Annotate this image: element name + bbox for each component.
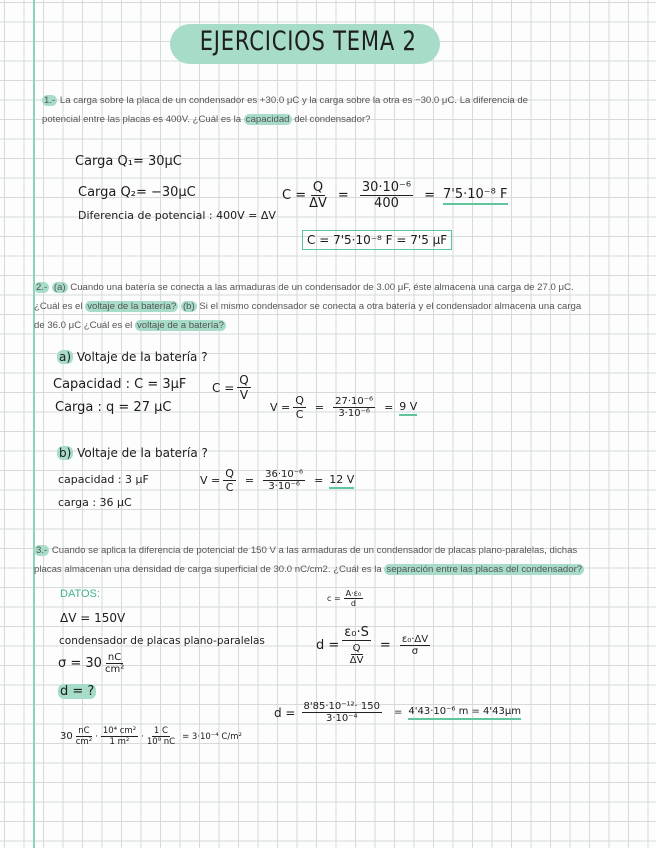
ex2-a-charge: Carga : q = 27 μC [55, 400, 172, 415]
ex2-a-formula-den: C [295, 408, 304, 421]
ex3-conv-b-den: 1 m² [109, 737, 130, 747]
ex2-highlight-a: voltaje de la batería? [87, 301, 177, 312]
ex2-b-tag: (b) [182, 301, 195, 312]
ex2-a-formula-eq: = [314, 401, 325, 414]
ex2-b-capacity: capacidad : 3 μF [58, 473, 149, 486]
ex1-formula-eq: = [337, 188, 349, 203]
ex2-a-relation-num: Q [239, 373, 249, 387]
ex1-data-potential: Diferencia de potencial : 400V = ΔV [78, 209, 276, 222]
ex2-b-formula-eq: = [244, 474, 255, 487]
ex2-a-relation-den: V [239, 388, 249, 402]
ex3-line2-pre: placas almacenan una densidad de carga superficial de 30.0 nC/cm2. ¿Cuál es la [34, 564, 382, 575]
ex1-highlight: capacidad [245, 114, 290, 125]
ex1-data-charge2: Carga Q₂= −30μC [78, 185, 196, 200]
ex3-calc-lhs: d = [274, 705, 296, 720]
ex2-line2-post: Si el mismo condensador se conecta a otra batería y el condensador almacena una carga [199, 301, 582, 312]
ex1-formula-lhs: C = [282, 188, 307, 203]
ex3-d-num: ε₀·S [344, 625, 369, 640]
ex1-formula [282, 180, 508, 211]
ex2-a-relation [212, 373, 254, 402]
ex2-b-heading-text: Voltaje de la batería ? [77, 446, 208, 460]
ex2-b-heading-tag: b) [59, 446, 72, 460]
ex2-b-formula-lhs: V = [200, 474, 221, 487]
ex2-b-heading [57, 446, 208, 460]
ex3-conv-dot2: · [141, 731, 144, 742]
ex3-unit-conversion [60, 726, 242, 747]
ex3-conv-a-den: cm² [75, 737, 93, 747]
ex3-calc-result: 4'43·10⁻⁶ m = 4'43μm [408, 706, 521, 720]
ex2-a-formula-num: Q [295, 394, 304, 407]
ex3-statement [34, 541, 584, 579]
ex3-sigma-den: cm² [104, 664, 125, 675]
ex2-a-heading-tag: a) [59, 350, 72, 364]
ex2-a-heading-text: Voltaje de la batería ? [76, 350, 208, 364]
ex1-boxed-answer: C = 7'5·10⁻⁸ F = 7'5 μF [302, 230, 452, 250]
ex3-unknown-text: d = ? [60, 684, 95, 699]
ex3-d-formula [316, 625, 433, 666]
ex2-a-formula-eq2: = [384, 401, 394, 414]
ex3-unknown [58, 684, 96, 699]
ex2-line3-pre: de 36.0 μC ¿Cuál es el [34, 320, 133, 331]
ex3-d2-num: ε₀·ΔV [401, 634, 429, 645]
ex3-number: 3.- [36, 545, 48, 556]
ex3-conv-result: = 3·10⁻⁴ C/m² [182, 731, 242, 742]
ex3-d-den2: ΔV [349, 655, 364, 666]
ex3-sigma-num: nC [107, 652, 122, 663]
ex2-a-formula [270, 394, 417, 421]
ex3-conv-c-num: 1 C [153, 726, 168, 736]
ex1-formula-den: ΔV [309, 196, 327, 211]
ex3-d-num2: Q [352, 643, 361, 654]
ex2-b-formula2-num: 36·10⁻⁶ [265, 469, 304, 480]
ex2-a-formula2-num: 27·10⁻⁶ [335, 396, 374, 407]
ex2-b-formula-den: C [225, 481, 234, 494]
ex3-data-dv: ΔV = 150V [60, 611, 126, 625]
ex1-statement [42, 91, 528, 129]
ex2-b-formula-eq2: = [314, 474, 324, 487]
ex1-formula2-den: 400 [374, 196, 399, 211]
ex3-d-eq: = [379, 638, 391, 653]
ex3-highlight: separación entre las placas del condensador? [386, 564, 583, 575]
ex3-data-heading: DATOS: [60, 588, 100, 600]
ex1-line2-pre: potencial entre las placas es 400V. ¿Cuál es la [42, 114, 242, 125]
ex3-c-num: A·ε₀ [345, 589, 362, 598]
ex2-b-formula-num: Q [225, 467, 234, 480]
ex2-a-capacity: Capacidad : C = 3μF [53, 377, 187, 392]
ex1-line2-post: del condensador? [294, 114, 371, 125]
ex3-c-den: d [350, 599, 356, 608]
ex3-data-sigma [58, 652, 127, 675]
ex2-a-result: 9 V [399, 400, 417, 416]
ex3-sigma-lhs: σ = 30 [58, 656, 102, 671]
ex3-conv-a-num: nC [78, 726, 90, 736]
ex2-b-charge: carga : 36 μC [58, 496, 132, 509]
ex3-data-condenser: condensador de placas plano-paralelas [59, 635, 265, 647]
ex3-calculation [274, 701, 521, 724]
ex2-highlight-b: voltaje de a batería? [137, 320, 224, 331]
ex2-statement [34, 278, 581, 335]
ex1-number: 1.- [44, 95, 56, 106]
ex2-a-formula2-den: 3·10⁻⁶ [338, 408, 370, 419]
ex2-number: 2.- [36, 282, 48, 293]
ex3-calc-eq: = [393, 707, 403, 718]
ex3-conv-c-den: 10⁹ nC [146, 737, 176, 747]
notebook-margin-line [33, 0, 35, 848]
ex3-conv-dot1: · [95, 731, 98, 742]
ex2-b-formula [200, 467, 354, 494]
ex2-a-tag: (a) [53, 282, 66, 293]
ex3-d-lhs: d = [316, 638, 340, 653]
ex3-d2-den: σ [411, 646, 419, 657]
ex1-line1: La carga sobre la placa de un condensador es +30.0 μC y la carga sobre la otra es −30.0 μC. La diferencia de [59, 95, 528, 106]
ex3-conv-b-num: 10⁴ cm² [102, 726, 137, 736]
ex3-calc-den: 3·10⁻⁴ [325, 713, 358, 724]
page-title: EJERCICIOS TEMA 2 [199, 26, 417, 57]
ex1-result: 7'5·10⁻⁸ F [443, 187, 507, 205]
ex1-formula-num: Q [312, 180, 324, 195]
ex3-capacity-formula [327, 589, 366, 608]
ex2-line2-pre: ¿Cuál es el [34, 301, 83, 312]
ex3-line1: Cuando se aplica la diferencia de potencial de 150 V a las armaduras de un condensador de placas plano-paralelas, dichas [51, 545, 578, 556]
ex1-formula2-num: 30·10⁻⁶ [361, 180, 412, 195]
ex1-formula-eq2: = [424, 188, 436, 203]
ex2-a-formula-lhs: V = [270, 401, 291, 414]
ex3-conv-pre: 30 [60, 731, 73, 742]
ex3-calc-num: 8'85·10⁻¹²· 150 [303, 701, 380, 712]
ex2-a-relation-lhs: C = [212, 380, 235, 395]
ex2-a-heading [57, 350, 208, 364]
ex2-b-result: 12 V [329, 473, 354, 489]
ex2-b-formula2-den: 3·10⁻⁶ [268, 481, 300, 492]
ex1-data-charge1: Carga Q₁= 30μC [75, 154, 182, 169]
ex2-line1: Cuando una batería se conecta a las armaduras de un condensador de 3.00 μF, éste almacena una carga de 27.0 μC. [70, 282, 574, 293]
ex3-c-lhs: c = [327, 594, 341, 603]
